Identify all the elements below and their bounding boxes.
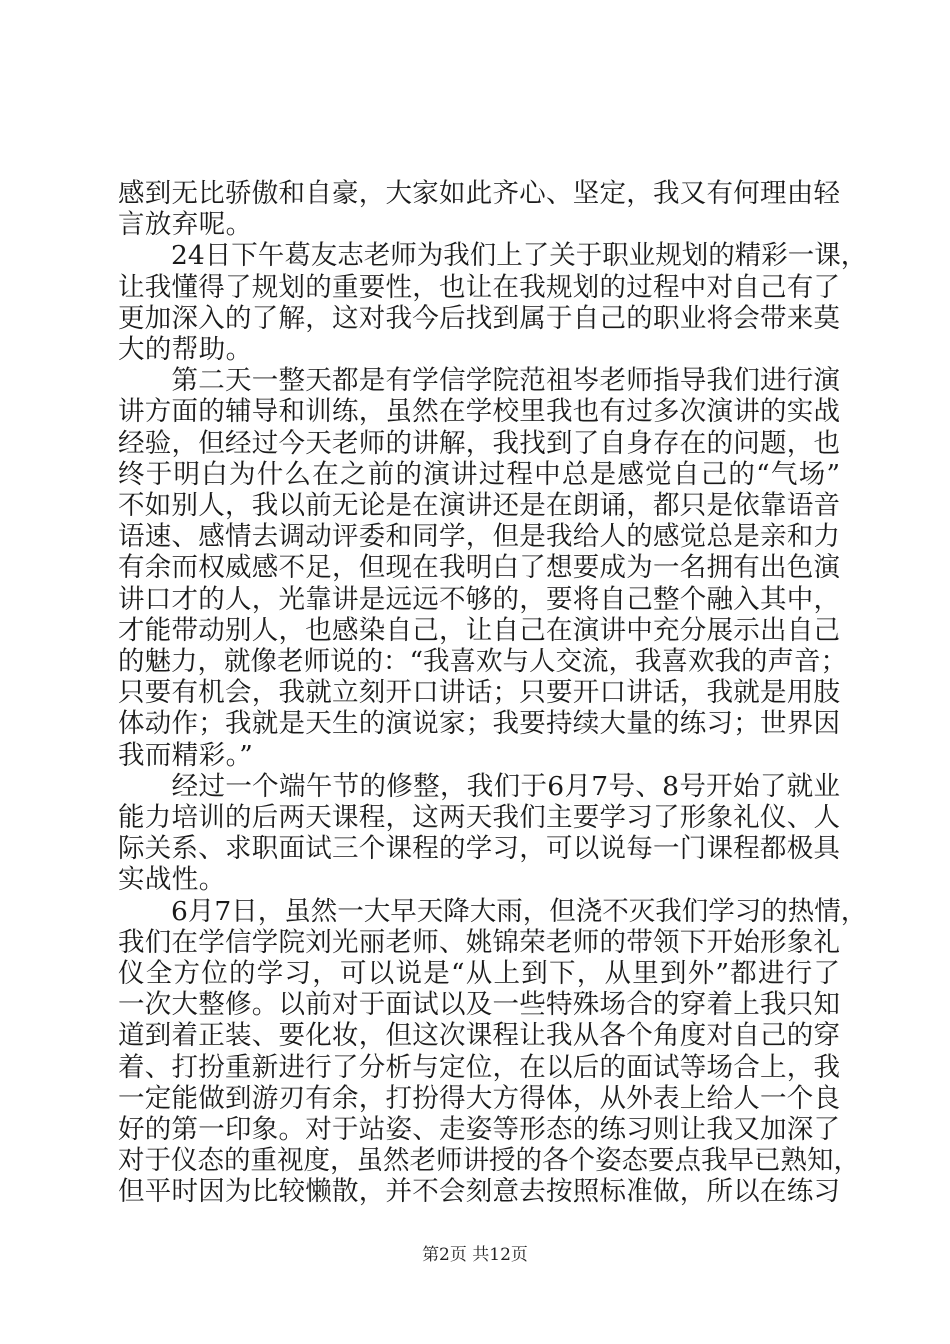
text-line: 能力培训的后两天课程，这两天我们主要学习了形象礼仪、人 xyxy=(118,802,840,833)
text-line: 对于仪态的重视度，虽然老师讲授的各个姿态要点我早已熟知， xyxy=(118,1145,860,1177)
text-line: 体动作；我就是天生的演说家；我要持续大量的练习；世界因 xyxy=(118,708,840,740)
text-line: 语速、感情去调动评委和同学，但是我给人的感觉总是亲和力 xyxy=(118,521,840,553)
text-line: 一次大整修。以前对于面试以及一些特殊场合的穿着上我只知 xyxy=(118,989,840,1021)
text-line: 终于明白为什么在之前的演讲过程中总是感觉自己的“气场” xyxy=(118,458,840,490)
text-line: 际关系、求职面试三个课程的学习，可以说每一门课程都极具 xyxy=(118,833,840,865)
text-line: 着、打扮重新进行了分析与定位，在以后的面试等场合上，我 xyxy=(118,1051,840,1083)
text-line: 有余而权威感不足，但现在我明白了想要成为一名拥有出色演 xyxy=(118,552,840,584)
text-line: 讲方面的辅导和训练，虽然在学校里我也有过多次演讲的实战 xyxy=(118,396,840,428)
text-line: 24日下午葛友志老师为我们上了关于职业规划的精彩一课， xyxy=(118,240,868,272)
text-line: 才能带动别人，也感染自己，让自己在演讲中充分展示出自己 xyxy=(118,614,840,646)
text-line: 更加深入的了解，这对我今后找到属于自己的职业将会带来莫 xyxy=(118,302,840,334)
text-line: 感到无比骄傲和自豪，大家如此齐心、坚定，我又有何理由轻 xyxy=(118,178,840,209)
text-line: 的魅力，就像老师说的：“我喜欢与人交流，我喜欢我的声音； xyxy=(118,646,848,677)
text-line: 经验，但经过今天老师的讲解，我找到了自身存在的问题，也 xyxy=(118,427,840,459)
text-line: 经过一个端午节的修整，我们于6月7号、8号开始了就业 xyxy=(118,770,840,802)
text-line: 大的帮助。 xyxy=(118,334,253,365)
page-number-footer: 第2页 共12页 xyxy=(422,1245,528,1265)
text-line: 道到着正装、要化妆，但这次课程让我从各个角度对自己的穿 xyxy=(118,1020,840,1052)
text-line: 仪全方位的学习，可以说是“从上到下，从里到外”都进行了 xyxy=(118,958,840,989)
text-line: 好的第一印象。对于站姿、走姿等形态的练习则让我又加深了 xyxy=(118,1114,840,1145)
text-line: 一定能做到游刃有余，打扮得大方得体，从外表上给人一个良 xyxy=(118,1082,840,1114)
text-line: 让我懂得了规划的重要性，也让在我规划的过程中对自己有了 xyxy=(118,271,840,303)
text-line: 6月7日，虽然一大早天降大雨，但浇不灭我们学习的热情， xyxy=(118,895,868,927)
text-line: 实战性。 xyxy=(118,864,226,896)
text-line: 言放弃呢。 xyxy=(118,209,253,241)
text-line: 我们在学信学院刘光丽老师、姚锦荣老师的带领下开始形象礼 xyxy=(118,926,840,958)
text-line: 第二天一整天都是有学信学院范祖岑老师指导我们进行演 xyxy=(118,365,840,397)
text-line: 但平时因为比较懒散，并不会刻意去按照标准做，所以在练习 xyxy=(118,1176,840,1208)
text-line: 我而精彩。” xyxy=(118,739,254,771)
text-line: 只要有机会，我就立刻开口讲话；只要开口讲话，我就是用肢 xyxy=(118,677,840,709)
text-line: 不如别人，我以前无论是在演讲还是在朗诵，都只是依靠语音 xyxy=(118,490,840,521)
text-line: 讲口才的人，光靠讲是远远不够的，要将自己整个融入其中， xyxy=(118,583,840,615)
